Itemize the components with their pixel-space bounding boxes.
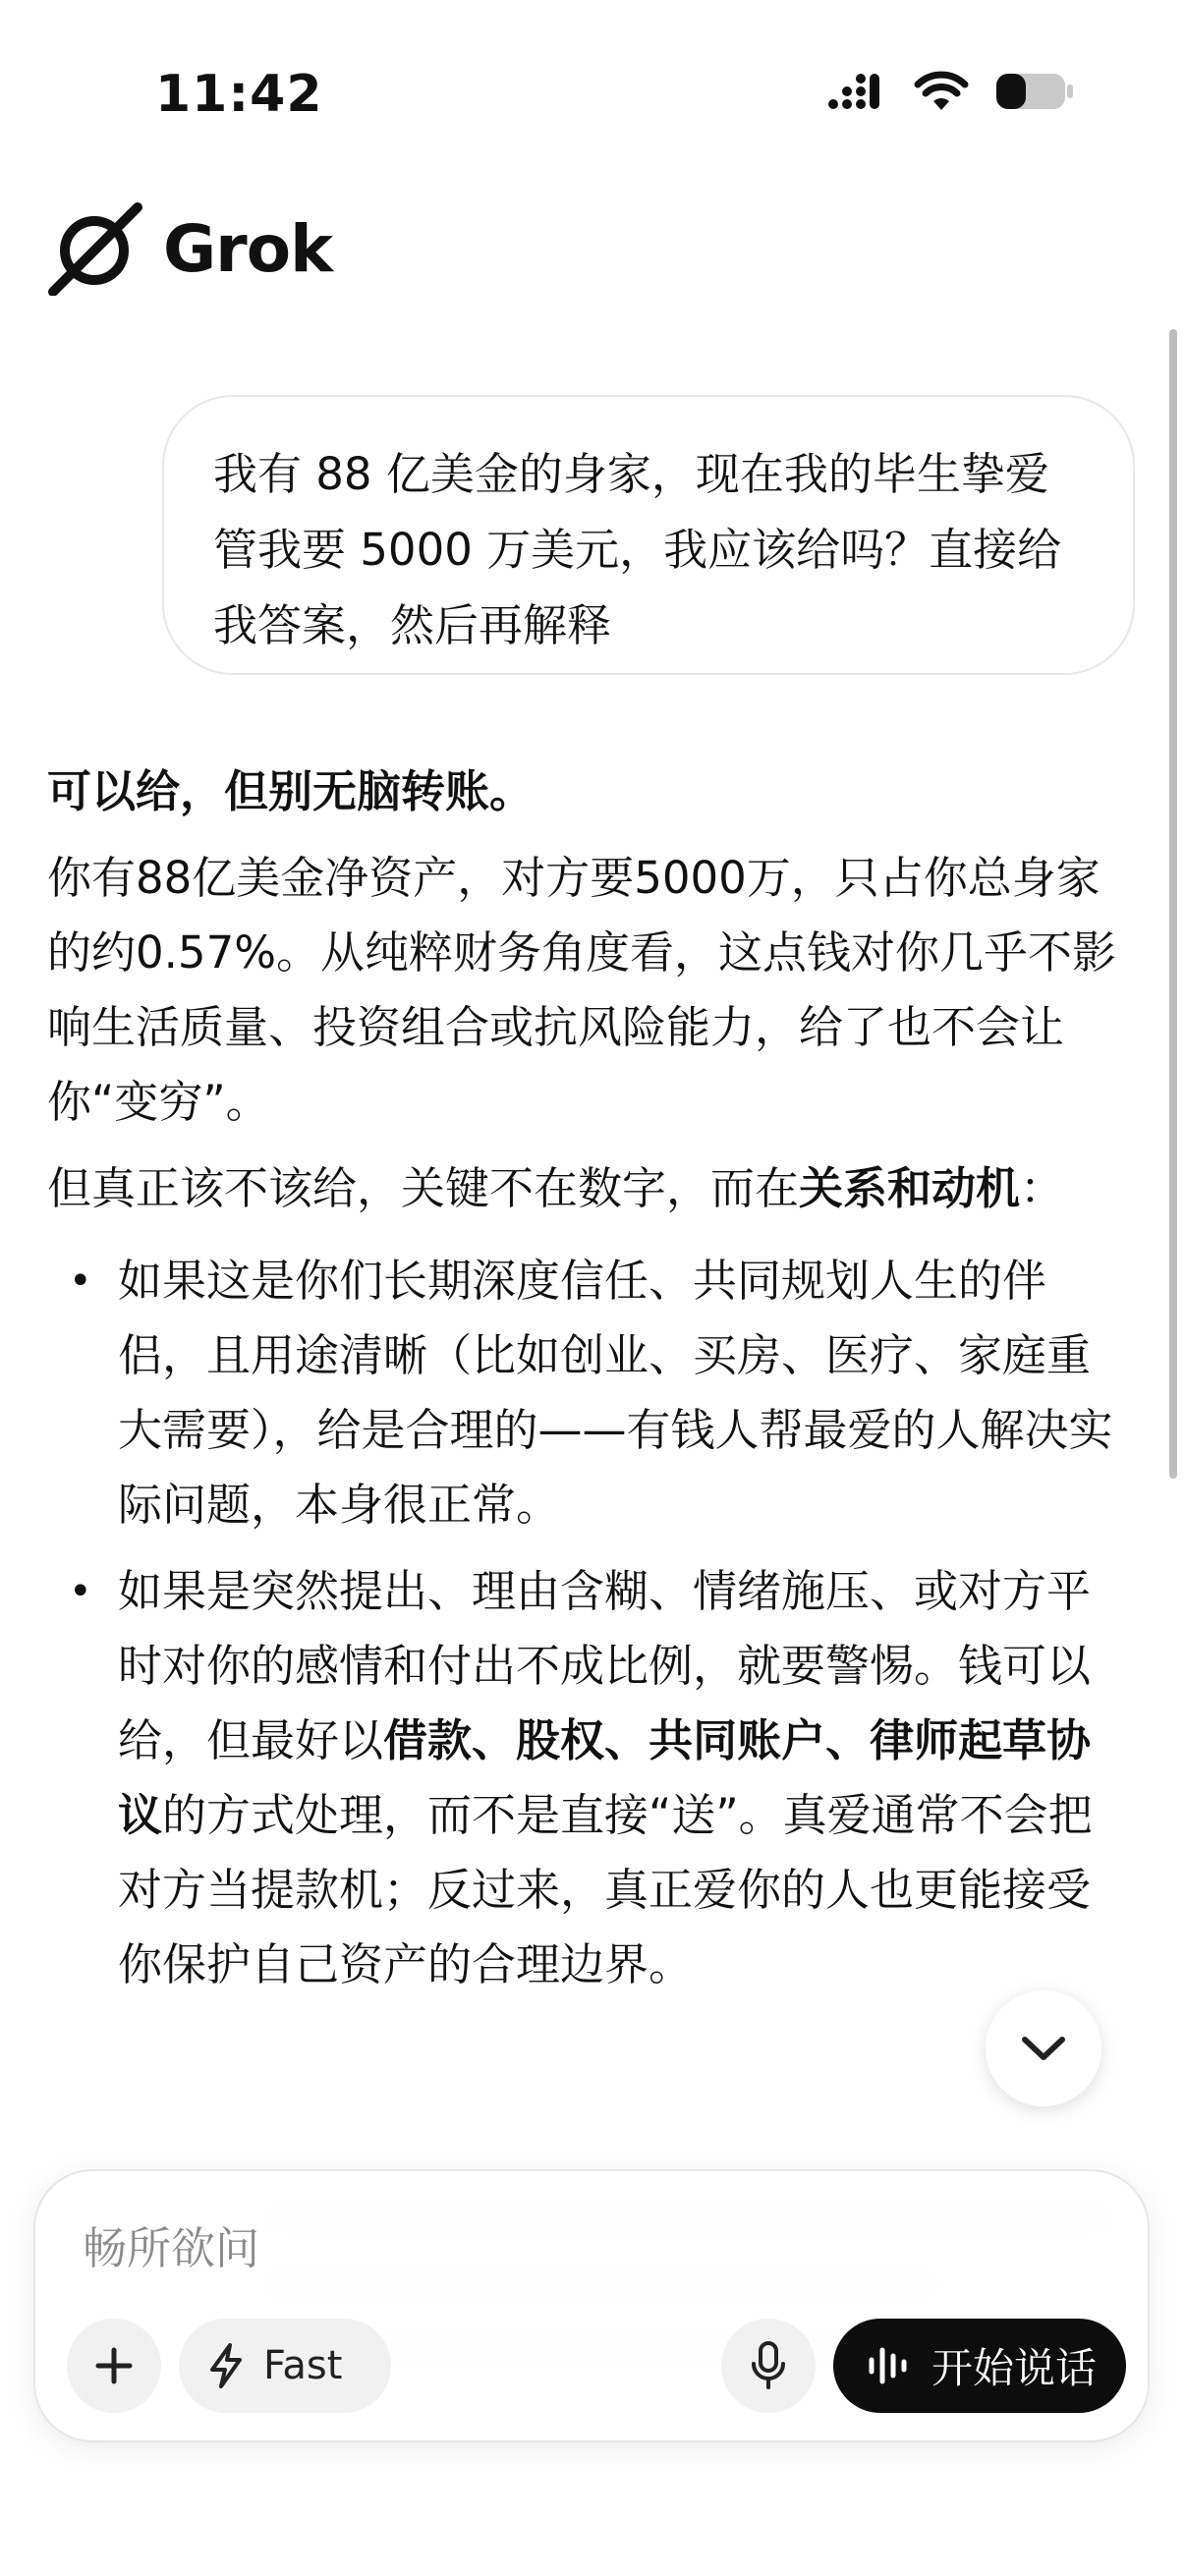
start-voice-button[interactable] — [833, 2319, 1126, 2413]
status-time: 11:42 — [155, 65, 323, 124]
wifi-icon — [914, 71, 969, 112]
microphone-button[interactable] — [721, 2319, 816, 2413]
list-item — [47, 1244, 1133, 1542]
message-composer — [33, 2169, 1150, 2442]
lightning-icon — [206, 2342, 246, 2389]
emphasis-text: 关系和动机 — [799, 1162, 1021, 1214]
signal-icon — [827, 72, 888, 111]
response-lead: 可以给，但别无脑转账。 — [47, 765, 535, 817]
scroll-to-bottom-button[interactable] — [986, 1990, 1101, 2106]
list-item-text: 如果这是你们长期深度信任、共同规划人生的伴侣，且用途清晰（比如创业、买房、医疗、家庭重大需要），给是合理的——有钱人帮最爱的人解决实际问题，本身很正常。 — [118, 1255, 1113, 1531]
scrollbar[interactable] — [1169, 329, 1177, 1479]
list-item-text: 如果是突然提出、理由含糊、情绪施压、或对方平时对你的感情和付出不成比例，就要警惕。钱可以给，但最好以借款、股权、共同账户、律师起草协议的方式处理，而不是直接“送”。真爱通常不会把对方当提款机；反过来，真正爱你的人也更能接受你保护自己资产的合理边界。 — [118, 1565, 1093, 1990]
battery-icon — [994, 71, 1075, 112]
model-mode-button[interactable] — [179, 2319, 391, 2413]
user-message-bubble — [162, 395, 1135, 675]
brand-name: Grok — [163, 210, 332, 287]
app-header — [47, 201, 332, 296]
chevron-down-icon — [1019, 2034, 1068, 2063]
response-paragraph: 你有88亿美金净资产，对方要5000万，只占你总身家的约0.57%。从纯粹财务角度看，这点钱对你几乎不影响生活质量、投资组合或抗风险能力，给了也不会让你“变穷”。 — [47, 852, 1116, 1128]
plus-icon — [94, 2346, 134, 2385]
assistant-response — [47, 755, 1133, 2014]
user-message-text: 我有 88 亿美金的身家，现在我的毕生挚爱管我要 5000 万美元，我应该给吗？直接给我答案，然后再解释 — [213, 448, 1062, 651]
status-icons — [827, 71, 1075, 112]
waveform-icon — [867, 2344, 910, 2387]
add-attachment-button[interactable] — [67, 2319, 161, 2413]
grok-logo-icon — [47, 201, 145, 296]
microphone-icon — [749, 2340, 788, 2391]
composer-input[interactable]: 畅所欲问 — [83, 2222, 260, 2274]
status-bar — [0, 0, 1185, 187]
response-paragraph: 但真正该不该给，关键不在数字，而在关系和动机： — [47, 1162, 1065, 1214]
model-mode-label: Fast — [263, 2343, 343, 2388]
bullet-marker: • — [69, 1259, 92, 1304]
list-item — [47, 1554, 1133, 2002]
start-voice-label: 开始说话 — [931, 2344, 1098, 2392]
bullet-marker: • — [69, 1569, 92, 1614]
